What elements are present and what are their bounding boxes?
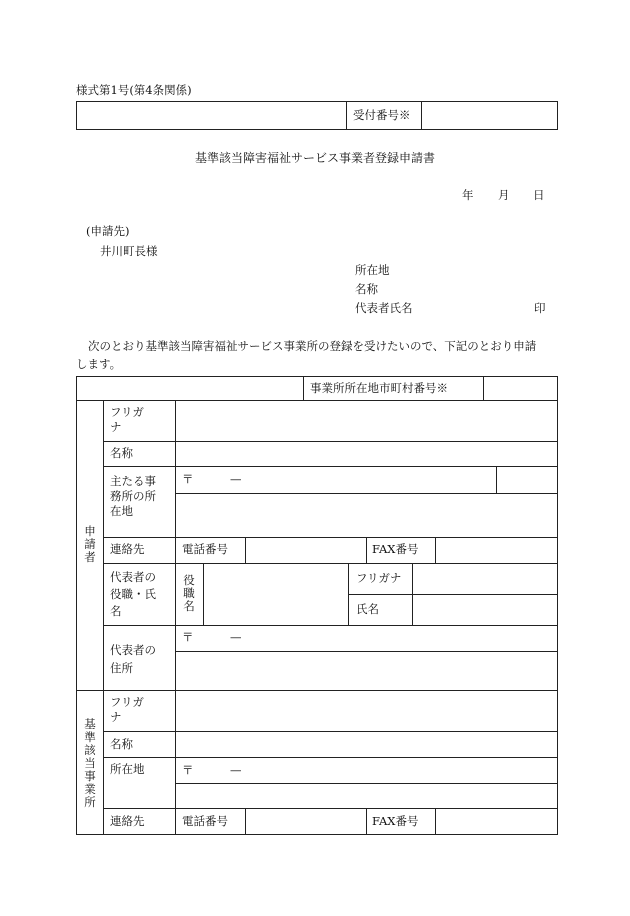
office-furigana-field[interactable] [176, 691, 557, 731]
recipient-label: (申請先) [86, 224, 130, 238]
office-postal-dash: — [230, 763, 242, 777]
rep-furigana-label: フリガナ [356, 571, 402, 585]
receipt-number-label: 受付番号※ [353, 108, 411, 122]
rep-address-field[interactable] [176, 652, 557, 690]
form-title: 基準該当障害福祉サービス事業者登録申請書 [194, 151, 435, 165]
rep-name-label: 氏名 [356, 602, 379, 616]
rep-name-field[interactable] [413, 595, 557, 625]
office-fax-field[interactable] [436, 809, 557, 835]
rep-postal-dash: — [230, 630, 242, 644]
office-side-label: 基準該当事業所 [84, 717, 96, 809]
body-text-line1: 次のとおり基準該当障害福祉サービス事業所の登録を受けたいので、下記のとおり申請 [88, 339, 537, 353]
date-day-label: 日 [533, 188, 545, 202]
applicant-fax-label: FAX番号 [372, 542, 419, 556]
applicant-address-label: 所在地 [355, 263, 390, 277]
applicant-phone-label: 電話番号 [182, 542, 228, 556]
office-postal-mark: 〒 [182, 763, 194, 777]
municipality-code-field[interactable] [484, 377, 557, 400]
date-month-label: 月 [498, 188, 510, 202]
date-year-label: 年 [462, 188, 474, 202]
office-fax-label: FAX番号 [372, 814, 419, 828]
applicant-name-field[interactable] [176, 442, 557, 466]
recipient-name: 井川町長様 [100, 244, 158, 258]
applicant-side-label: 申請者 [84, 524, 96, 564]
office-furigana-label: フリガナ [110, 695, 144, 724]
body-text-line2: します。 [76, 357, 122, 371]
office-phone-label: 電話番号 [182, 814, 228, 828]
form-number: 様式第1号(第4条関係) [76, 83, 192, 97]
rep-address-label: 代表者の住所 [110, 643, 156, 675]
main-office-address-field[interactable] [176, 494, 557, 537]
rep-postal-mark: 〒 [182, 630, 194, 644]
office-address-label: 所在地 [110, 762, 145, 776]
applicant-postal-mark: 〒 [182, 472, 194, 486]
applicant-furigana-label: フリガナ [110, 405, 144, 434]
position-label: 役職名 [183, 573, 195, 613]
position-field[interactable] [204, 564, 348, 625]
applicant-phone-field[interactable] [246, 538, 366, 563]
applicant-name-row-label: 名称 [110, 446, 133, 460]
office-name-label: 名称 [110, 737, 133, 751]
rep-title-name-label: 代表者の役職・氏名 [110, 570, 156, 618]
office-contact-label: 連絡先 [110, 814, 145, 828]
applicant-fax-field[interactable] [436, 538, 557, 563]
rep-furigana-field[interactable] [413, 564, 557, 594]
representative-name-label: 代表者氏名 [355, 301, 413, 315]
office-name-field[interactable] [176, 732, 557, 757]
applicant-name-label: 名称 [355, 282, 378, 296]
receipt-number-field[interactable] [422, 102, 557, 129]
applicant-contact-label: 連絡先 [110, 542, 145, 556]
office-address-field[interactable] [176, 784, 557, 808]
municipality-code-label: 事業所所在地市町村番号※ [310, 381, 448, 395]
seal-mark: 印 [534, 301, 546, 315]
applicant-furigana-field[interactable] [176, 401, 557, 441]
applicant-postal-dash: — [230, 472, 242, 486]
office-phone-field[interactable] [246, 809, 366, 835]
main-office-address-label: 主たる事務所の所在地 [110, 474, 156, 518]
